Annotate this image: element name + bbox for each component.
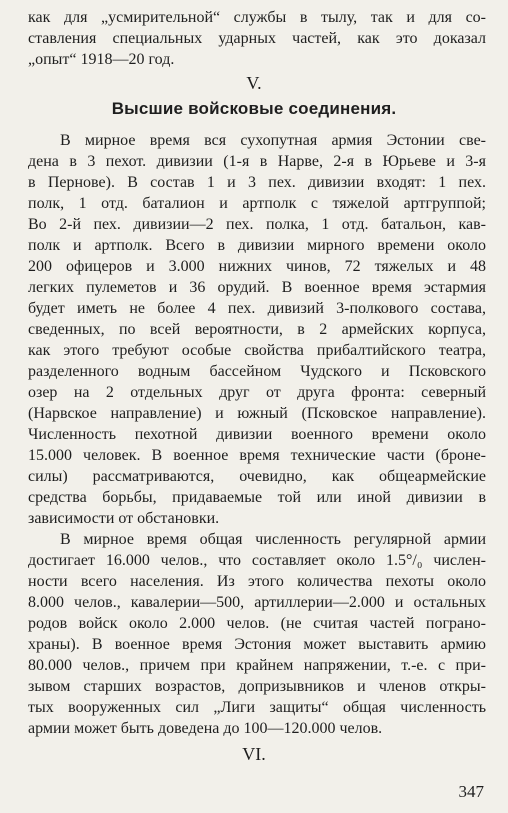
text-line: будет иметь не более 4 пех. дивизий 3-полкового состава, xyxy=(28,300,486,317)
text-line: зависимости от обстановки. xyxy=(28,510,220,527)
text-line: армии может быть доведена до 100—120.000 челов. xyxy=(28,720,383,737)
text-line: (Нарвское направление) и южный (Псковское направление). xyxy=(28,405,486,422)
text-line: тых вооруженных сил „Лиги защиты“ общая численность xyxy=(28,699,486,716)
text-line: 15.000 человек. В военное время технические части (броне- xyxy=(28,447,486,464)
text-line: средства борьбы, придаваемые той или иной дивизии в xyxy=(28,489,486,506)
text-line: 80.000 челов., причем при крайнем напряжении, т.-е. с при- xyxy=(28,657,486,674)
text-line: в Пернове). В состав 1 и 3 пех. дивизии входят: 1 пех. xyxy=(28,174,486,191)
text-line: В мирное время общая численность регулярной армии xyxy=(60,531,486,548)
section-number: VI. xyxy=(242,744,266,764)
text-line: Во 2-й пех. дивизии—2 пех. полка, 1 отд. батальон, кав- xyxy=(28,216,486,233)
text-line: ности всего населения. Из этого количества пехоты около xyxy=(28,573,486,590)
text-line: зывом старших возрастов, допризывников и членов откры- xyxy=(28,678,486,695)
text-line: 8.000 челов., кавалерии—500, артиллерии—2.000 и остальных xyxy=(28,594,486,611)
text-line: озер на 2 отдельных друг от друга фронта: северный xyxy=(28,384,486,401)
text-line: 200 офицеров и 3.000 нижних чинов, 72 тяжелых и 48 xyxy=(28,258,486,275)
text-line: В мирное время вся сухопутная армия Эстонии све- xyxy=(60,132,486,149)
text-line: дена в 3 пехот. дивизии (1-я в Нарве, 2-я в Юрьеве и 3-я xyxy=(28,153,486,170)
text-line: полк, 1 отд. баталион и артполк с тяжелой артгруппой; xyxy=(28,195,486,212)
text-line: разделенного водным бассейном Чудского и Псковского xyxy=(28,363,486,380)
text-line: как этого требуют особые свойства прибалтийского театра, xyxy=(28,342,486,359)
text-line: силы) рассматриваются, очевидно, как общеармейские xyxy=(28,468,486,485)
section-number: V. xyxy=(246,73,262,93)
text-line: Численность пехотной дивизии военного времени около xyxy=(28,426,486,443)
text-line: храны). В военное время Эстония может выставить армию xyxy=(28,636,486,653)
page-number: 347 xyxy=(458,782,484,801)
text-line: полк и артполк. Всего в дивизии мирного времени около xyxy=(28,237,486,254)
text-line: достигает 16.000 челов., что составляет около 1.5°/₀ числен- xyxy=(28,552,486,569)
text-line: легких пулеметов и 36 орудий. В военное время эстармия xyxy=(28,279,486,296)
text-line: сведенных, по всей вероятности, в 2 армейских корпуса, xyxy=(28,321,486,338)
text-line: родов войск около 2.000 челов. (не считая частей пограно- xyxy=(28,615,486,632)
section-heading: Высшие войсковые соединения. xyxy=(111,99,397,118)
text-line: ставления специальных ударных частей, как это доказал xyxy=(28,30,486,47)
text-line: „опыт“ 1918—20 год. xyxy=(28,51,175,68)
text-line: как для „усмирительной“ службы в тылу, так и для со- xyxy=(28,9,486,26)
